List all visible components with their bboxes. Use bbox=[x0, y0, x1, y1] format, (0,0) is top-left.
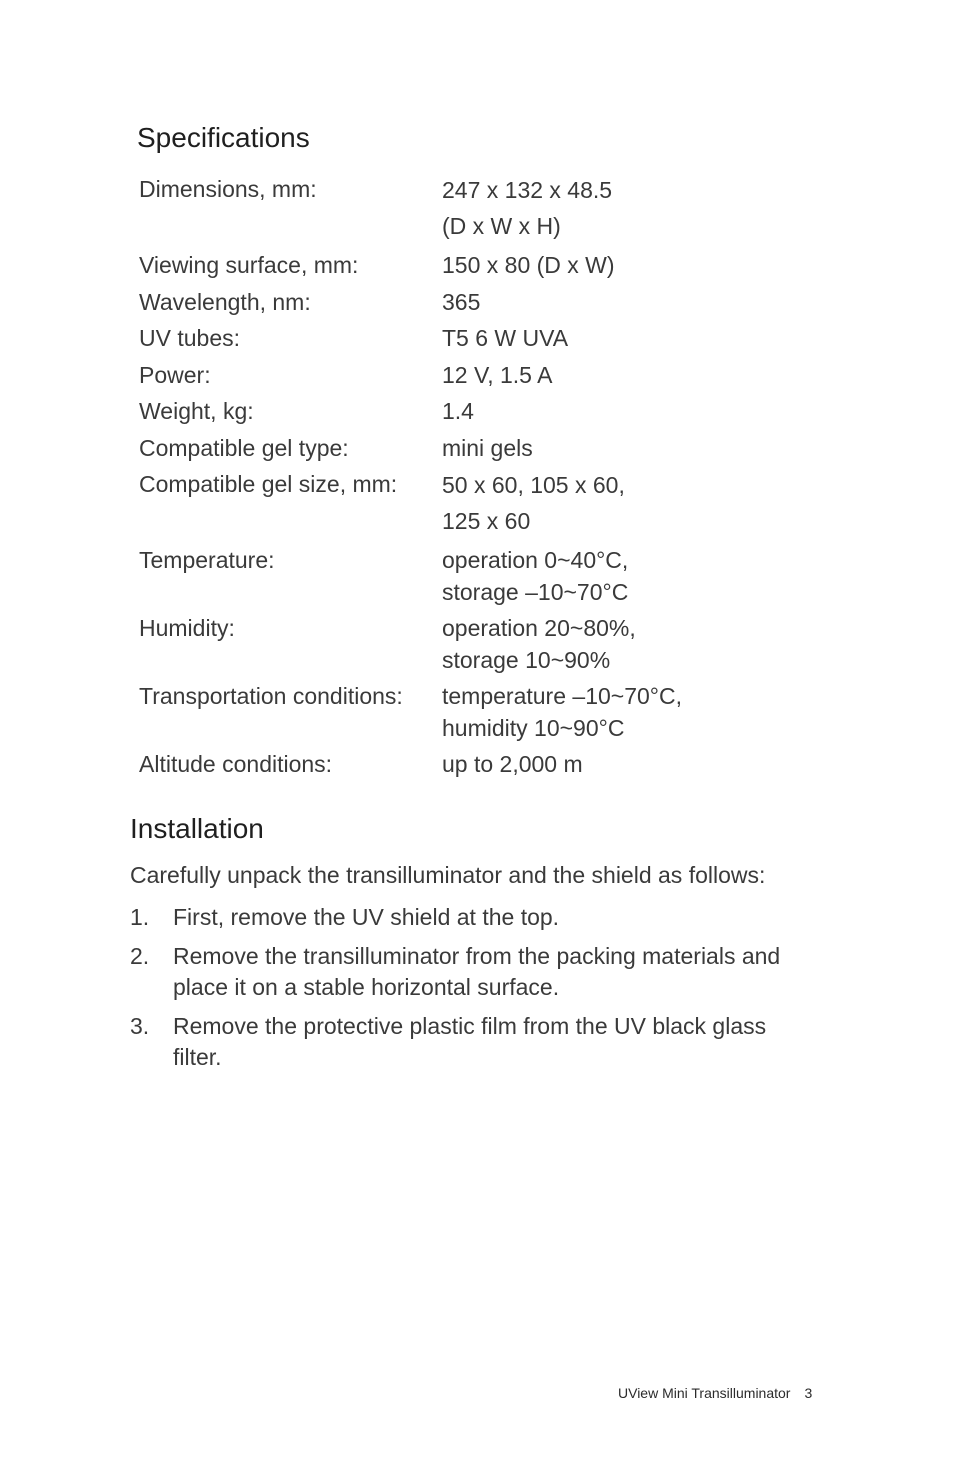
spec-label: Compatible gel type: bbox=[139, 434, 349, 461]
spec-row bbox=[139, 613, 739, 676]
spec-value bbox=[442, 323, 739, 355]
spec-label: Weight, kg: bbox=[139, 398, 254, 424]
spec-row bbox=[139, 681, 739, 744]
spec-label: Compatible gel size, mm: bbox=[139, 471, 398, 497]
spec-value-line: T5 6 W UVA bbox=[442, 325, 569, 351]
spec-value-line: storage –10~70°C bbox=[442, 578, 629, 605]
spec-row bbox=[139, 360, 739, 392]
spec-value-line: operation 0~40°C, bbox=[442, 547, 629, 573]
list-item bbox=[130, 1011, 810, 1073]
spec-row bbox=[139, 323, 739, 355]
page-number: 3 bbox=[804, 1385, 813, 1401]
spec-value-line: 12 V, 1.5 A bbox=[442, 361, 553, 388]
spec-value-line: (D x W x H) bbox=[442, 213, 561, 239]
spec-value bbox=[442, 545, 739, 608]
step-text: Remove the protective plastic film from the UV black glass filter. bbox=[173, 1013, 767, 1070]
spec-value-line: operation 20~80%, bbox=[442, 615, 636, 641]
spec-label: Humidity: bbox=[139, 615, 235, 641]
spec-value bbox=[442, 287, 739, 319]
spec-value-line: 365 bbox=[442, 288, 481, 315]
spec-row bbox=[139, 545, 739, 608]
spec-row bbox=[139, 749, 739, 781]
spec-label: Altitude conditions: bbox=[139, 751, 333, 777]
spec-label: Transportation conditions: bbox=[139, 683, 403, 709]
spec-value-line: 50 x 60, 105 x 60, bbox=[442, 472, 625, 498]
spec-value bbox=[442, 681, 739, 744]
specifications-table bbox=[139, 174, 739, 786]
spec-label: Dimensions, mm: bbox=[139, 176, 317, 202]
spec-row bbox=[139, 250, 739, 282]
spec-label: Power: bbox=[139, 361, 211, 388]
footer-product-name: UView Mini Transilluminator bbox=[618, 1385, 791, 1401]
step-text: First, remove the UV shield at the top. bbox=[173, 904, 560, 930]
spec-row bbox=[139, 469, 739, 540]
specifications-heading: Specifications bbox=[137, 122, 310, 153]
spec-row bbox=[139, 174, 739, 245]
installation-steps bbox=[130, 902, 810, 1073]
spec-label: Temperature: bbox=[139, 547, 275, 573]
step-text: Remove the transilluminator from the packing materials and place it on a stable horizontal surface. bbox=[173, 943, 781, 1000]
spec-value-line: 150 x 80 (D x W) bbox=[442, 252, 615, 278]
spec-value-line: humidity 10~90°C bbox=[442, 714, 625, 741]
spec-value-line: mini gels bbox=[442, 434, 533, 461]
spec-value bbox=[442, 360, 739, 392]
list-item bbox=[130, 902, 810, 933]
spec-value bbox=[442, 749, 739, 781]
spec-value-line: up to 2,000 m bbox=[442, 751, 583, 777]
installation-heading: Installation bbox=[130, 813, 264, 844]
spec-value bbox=[442, 250, 739, 282]
spec-value-line: 1.4 bbox=[442, 398, 474, 424]
page-footer bbox=[618, 1385, 812, 1401]
spec-value-line: 125 x 60 bbox=[442, 508, 531, 534]
installation-section bbox=[130, 859, 810, 1081]
spec-value-line: storage 10~90% bbox=[442, 646, 611, 673]
spec-value-line: temperature –10~70°C, bbox=[442, 683, 682, 709]
spec-label: Wavelength, nm: bbox=[139, 288, 311, 315]
step-number: 1. bbox=[130, 904, 150, 930]
spec-row bbox=[139, 287, 739, 319]
spec-value bbox=[442, 396, 739, 428]
step-number: 2. bbox=[130, 943, 150, 969]
list-item bbox=[130, 941, 810, 1003]
installation-intro: Carefully unpack the transilluminator and the shield as follows: bbox=[130, 862, 766, 888]
spec-label: UV tubes: bbox=[139, 325, 240, 351]
spec-value bbox=[442, 174, 739, 245]
spec-value-line: 247 x 132 x 48.5 bbox=[442, 177, 613, 203]
spec-label: Viewing surface, mm: bbox=[139, 252, 359, 278]
spec-row bbox=[139, 396, 739, 428]
spec-value bbox=[442, 613, 739, 676]
spec-row bbox=[139, 433, 739, 465]
spec-value bbox=[442, 469, 739, 540]
spec-value bbox=[442, 433, 739, 465]
step-number: 3. bbox=[130, 1013, 150, 1039]
